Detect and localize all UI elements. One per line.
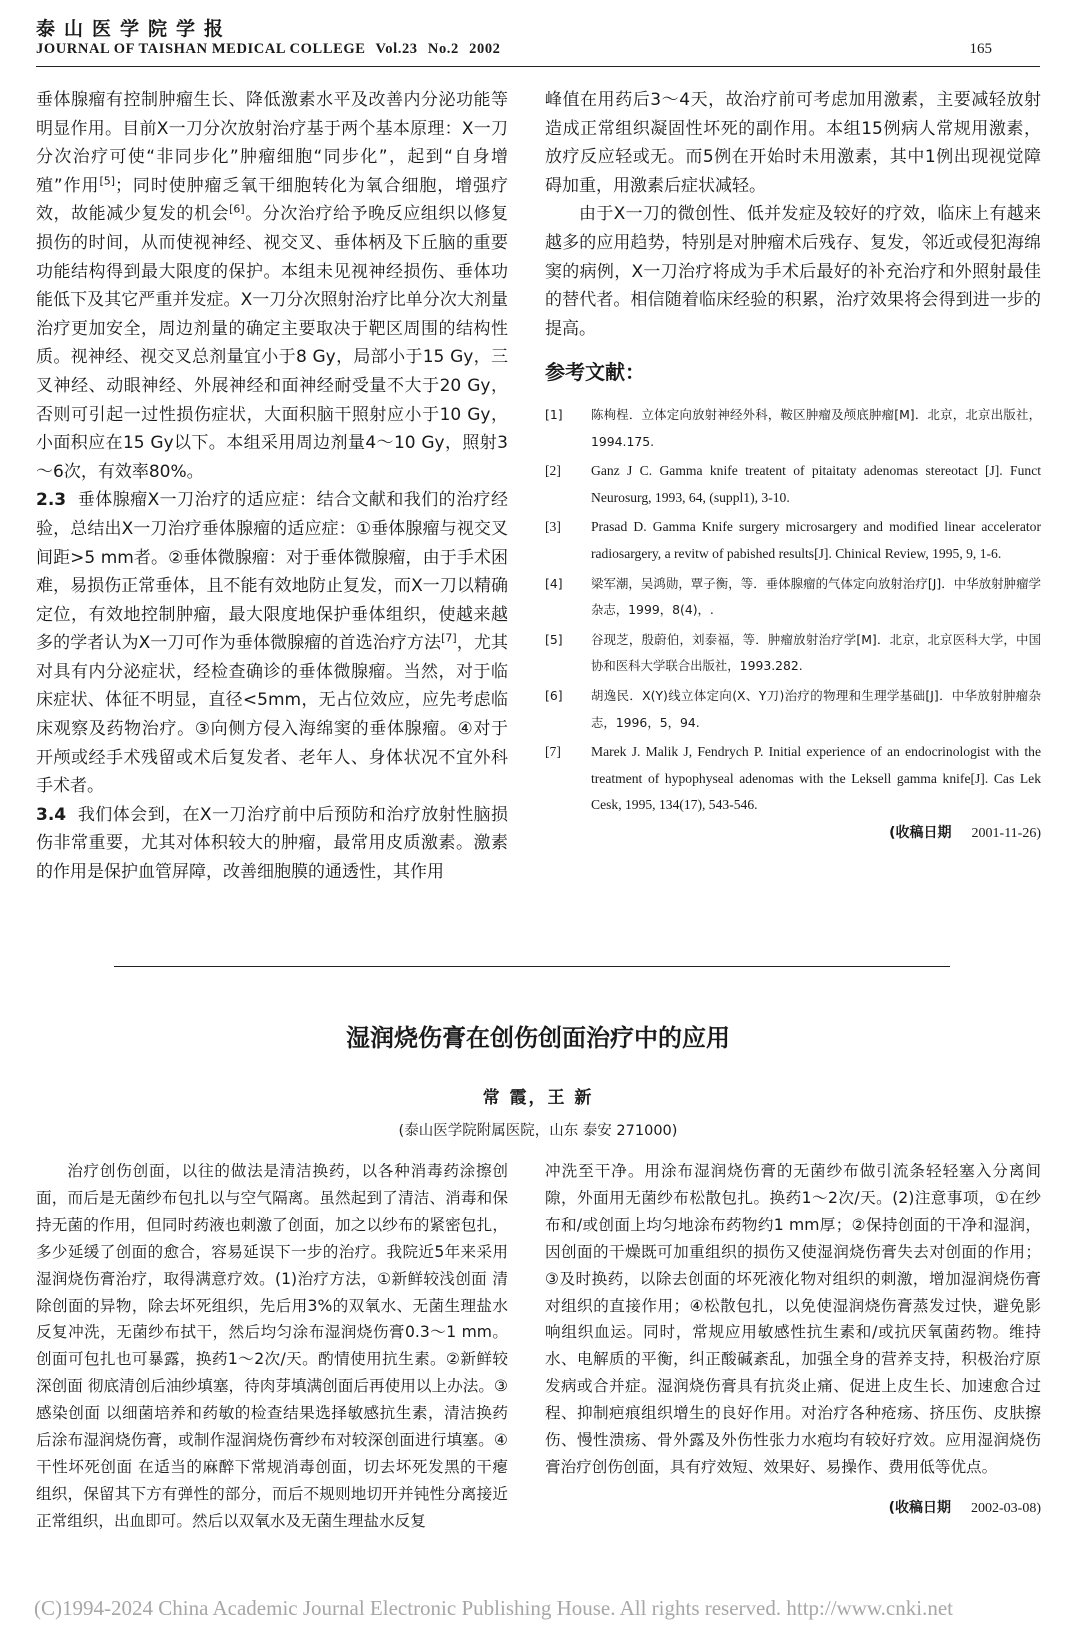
article2-received-date: (收稿日期 2002-03-08)	[888, 1499, 1041, 1516]
journal-name-en: JOURNAL OF TAISHAN MEDICAL COLLEGE	[36, 41, 366, 57]
journal-name-cn: 泰山医学院学报	[36, 18, 233, 40]
journal-header	[36, 14, 1040, 64]
article1-paragraph: 峰值在用药后3～4天，故治疗前可考虑加用激素，主要减轻放射造成正常组织凝固性坏死的副作用。本组15例病人常规用激素，放疗反应轻或无。而5例在开始时未用激素，其中1例出现视觉障碍加重，用激素后症状减轻。	[545, 90, 1041, 196]
journal-issue: No.2	[427, 41, 459, 57]
reference-item: [4] 梁军潮，吴鸿勋，覃子衡，等．垂体腺瘤的气体定向放射治疗[J]．中华放射肿瘤学杂志，1999，8(4)，.	[545, 575, 1041, 618]
article2-left-column	[36, 1158, 508, 1535]
article1-conclusion-paragraph: 由于X一刀的微创性、低并发症及较好的疗效，临床上有越来越多的应用趋势，特别是对肿瘤术后残存、复发，邻近或侵犯海绵窦的病例，X一刀治疗将成为手术后最好的补充治疗和外照射最佳的替代者。相信随着临床经验的积累，治疗效果将会得到进一步的提高。	[545, 204, 1041, 339]
reference-item: [5] 谷现芝，殷蔚伯，刘泰福，等．肿瘤放射治疗学[M]．北京，北京医科大学，中国协和医科大学联合出版社，1993.282.	[545, 631, 1041, 674]
reference-item: [6] 胡逸民．X(Y)线立体定向(X、Y刀)治疗的物理和生理学基础[J]．中华放射肿瘤杂志，1996，5，94.	[545, 687, 1041, 730]
article-divider	[114, 966, 950, 967]
references-heading: 参考文献：	[545, 360, 645, 384]
article2-affiliation: (泰山医学院附属医院，山东 泰安 271000)	[398, 1123, 678, 1139]
journal-volume: Vol.23	[375, 41, 418, 57]
reference-item: [2] Ganz J C. Gamma knife treatent of pitaitaty adenomas stereotact [J]. Funct Neurosurg, 1993, 64, (suppl1), 3-10.	[545, 463, 1041, 505]
header-rule	[36, 66, 1040, 67]
article2-right-column	[545, 1158, 1041, 1523]
journal-year: 2002	[469, 41, 501, 57]
article2-title: 湿润烧伤膏在创伤创面治疗中的应用	[346, 1024, 730, 1052]
section-2-3: 2.3 垂体腺瘤X一刀治疗的适应症：结合文献和我们的治疗经验，总结出X一刀治疗垂体腺瘤的适应症：①垂体腺瘤与视交叉间距>5 mm者。②垂体微腺瘤：对于垂体微腺瘤，由于手术困难，易损伤正常垂体，且不能有效地防止复发，而X一刀以精确定位，有效地控制肿瘤，最大限度地保护垂体组织，使越来越多的学者认为X一刀可作为垂体微腺瘤的首选治疗方法[7]，尤其对具有内分泌症状，经检查确诊的垂体微腺瘤。当然，对于临床症状、体征不明显，直径<5mm，无占位效应，应先考虑临床观察及药物治疗。③向侧方侵入海绵窦的垂体腺瘤。④对于开颅或经手术残留或术后复发者、老年人、身体状况不宜外科手术者。	[36, 490, 508, 797]
article1-right-column	[545, 86, 1041, 343]
article2-body-text: 冲洗至干净。用涂布湿润烧伤膏的无菌纱布做引流条轻轻塞入分离间隙，外面用无菌纱布松散包扎。换药1～2次/天。(2)注意事项，①在纱布和/或创面上均匀地涂布药物约1 mm厚；②保持创面的干净和湿润，因创面的干燥既可加重组织的损伤又使湿润烧伤膏失去对创面的作用；③及时换药，以除去创面的坏死液化物对组织的刺激，增加湿润烧伤膏对组织的直接作用；④松散包扎，以免使湿润烧伤膏蒸发过快，避免影响组织血运。同时，常规应用敏感性抗生素和/或抗厌氧菌药物。维持水、电解质的平衡，纠正酸碱紊乱，加强全身的营养支持，积极治疗原发病或合并症。湿润烧伤膏具有抗炎止痛、促进上皮生长、加速愈合过程、抑制疤痕组织增生的良好作用。对治疗各种疮疡、挤压伤、皮肤擦伤、慢性溃疡、骨外露及外伤性张力水疱均有较好疗效。应用湿润烧伤膏治疗创伤创面，具有疗效短、效果好、易操作、费用低等优点。	[545, 1162, 1041, 1476]
page-number: 165	[969, 41, 992, 57]
article2-body-text: 治疗创伤创面，以往的做法是清洁换药，以各种消毒药涂擦创面，而后是无菌纱布包扎以与空气隔离。虽然起到了清洁、消毒和保持无菌的作用，但同时药液也刺激了创面，加之以纱布的紧密包扎，多少延缓了创面的愈合，容易延误下一步的治疗。我院近5年来采用湿润烧伤膏治疗，取得满意疗效。(1)治疗方法，①新鲜较浅创面 清除创面的异物，除去坏死组织，先后用3%的双氧水、无菌生理盐水反复冲洗，无菌纱布拭干，然后均匀涂布湿润烧伤膏0.3～1 mm。创面可包扎也可暴露，换药1～2次/天。酌情使用抗生素。②新鲜较深创面 彻底清创后油纱填塞，待肉芽填满创面后再使用以上办法。③感染创面 以细菌培养和药敏的检查结果选择敏感抗生素，清洁换药后涂布湿润烧伤膏，或制作湿润烧伤膏纱布对较深创面进行填塞。④干性坏死创面 在适当的麻醉下常规消毒创面，切去坏死发黑的干瘪组织，保留其下方有弹性的部分，而后不规则地切开并钝性分离接近正常组织，出血即可。然后以双氧水及无菌生理盐水反复	[36, 1162, 508, 1530]
reference-item: [3] Prasad D. Gamma Knife surgery microsargery and modified linear accelerator radiosargery, a revitw of pabished results[J]. Chinical Review, 1995, 9, 1-6.	[545, 519, 1041, 561]
reference-item: [1] 陈栒桯．立体定向放射神经外科，鞍区肿瘤及颅底肿瘤[M]．北京，北京出版社，1994.175.	[545, 407, 1041, 449]
article1-paragraph: 垂体腺瘤有控制肿瘤生长、降低激素水平及改善内分泌功能等明显作用。目前X一刀分次放射治疗基于两个基本原理：X一刀分次治疗可使“非同步化”肿瘤细胞“同步化”，起到“自身增殖”作用[5]；同时使肿瘤乏氧干细胞转化为氧合细胞，增强疗效，故能减少复发的机会[6]。分次治疗给予晚反应组织以修复损伤的时间，从而使视神经、视交叉、垂体柄及下丘脑的重要功能结构得到最大限度的保护。本组未见视神经损伤、垂体功能低下及其它严重并发症。X一刀分次照射治疗比单分次大剂量治疗更加安全，周边剂量的确定主要取决于靶区周围的结构性质。视神经、视交叉总剂量宜小于8 Gy，局部小于15 Gy，三叉神经、动眼神经、外展神经和面神经耐受量不大于20 Gy，否则可引起一过性损伤症状，大面积脑干照射应小于10 Gy，小面积应在15 Gy以下。本组采用周边剂量4～10 Gy，照射3～6次，有效率80%。	[36, 90, 509, 482]
article1-received-date: (收稿日期 2001-11-26)	[889, 824, 1041, 841]
reference-item: [7] Marek J. Malik J, Fendrych P. Initial experience of an endocrinologist with the treatment of hypophyseal adenomas with the Leksell gamma knife[J]. Cas Lek Cesk, 1995, 134(17), 543-546.	[545, 744, 1041, 813]
article2-authors: 常 霞，王 新	[482, 1088, 594, 1108]
reference-list	[545, 402, 1041, 842]
section-3-4: 3.4 我们体会到，在X一刀治疗前中后预防和治疗放射性脑损伤非常重要，尤其对体积较大的肿瘤，最常用皮质激素。激素的作用是保护血管屏障，改善细胞膜的通透性，其作用	[36, 804, 508, 883]
copyright-footer: (C)1994-2024 China Academic Journal Electronic Publishing House. All rights reserved. http://www.cnki.net	[34, 1596, 953, 1620]
article1-left-column	[36, 86, 508, 887]
journal-citation-line	[36, 41, 507, 58]
